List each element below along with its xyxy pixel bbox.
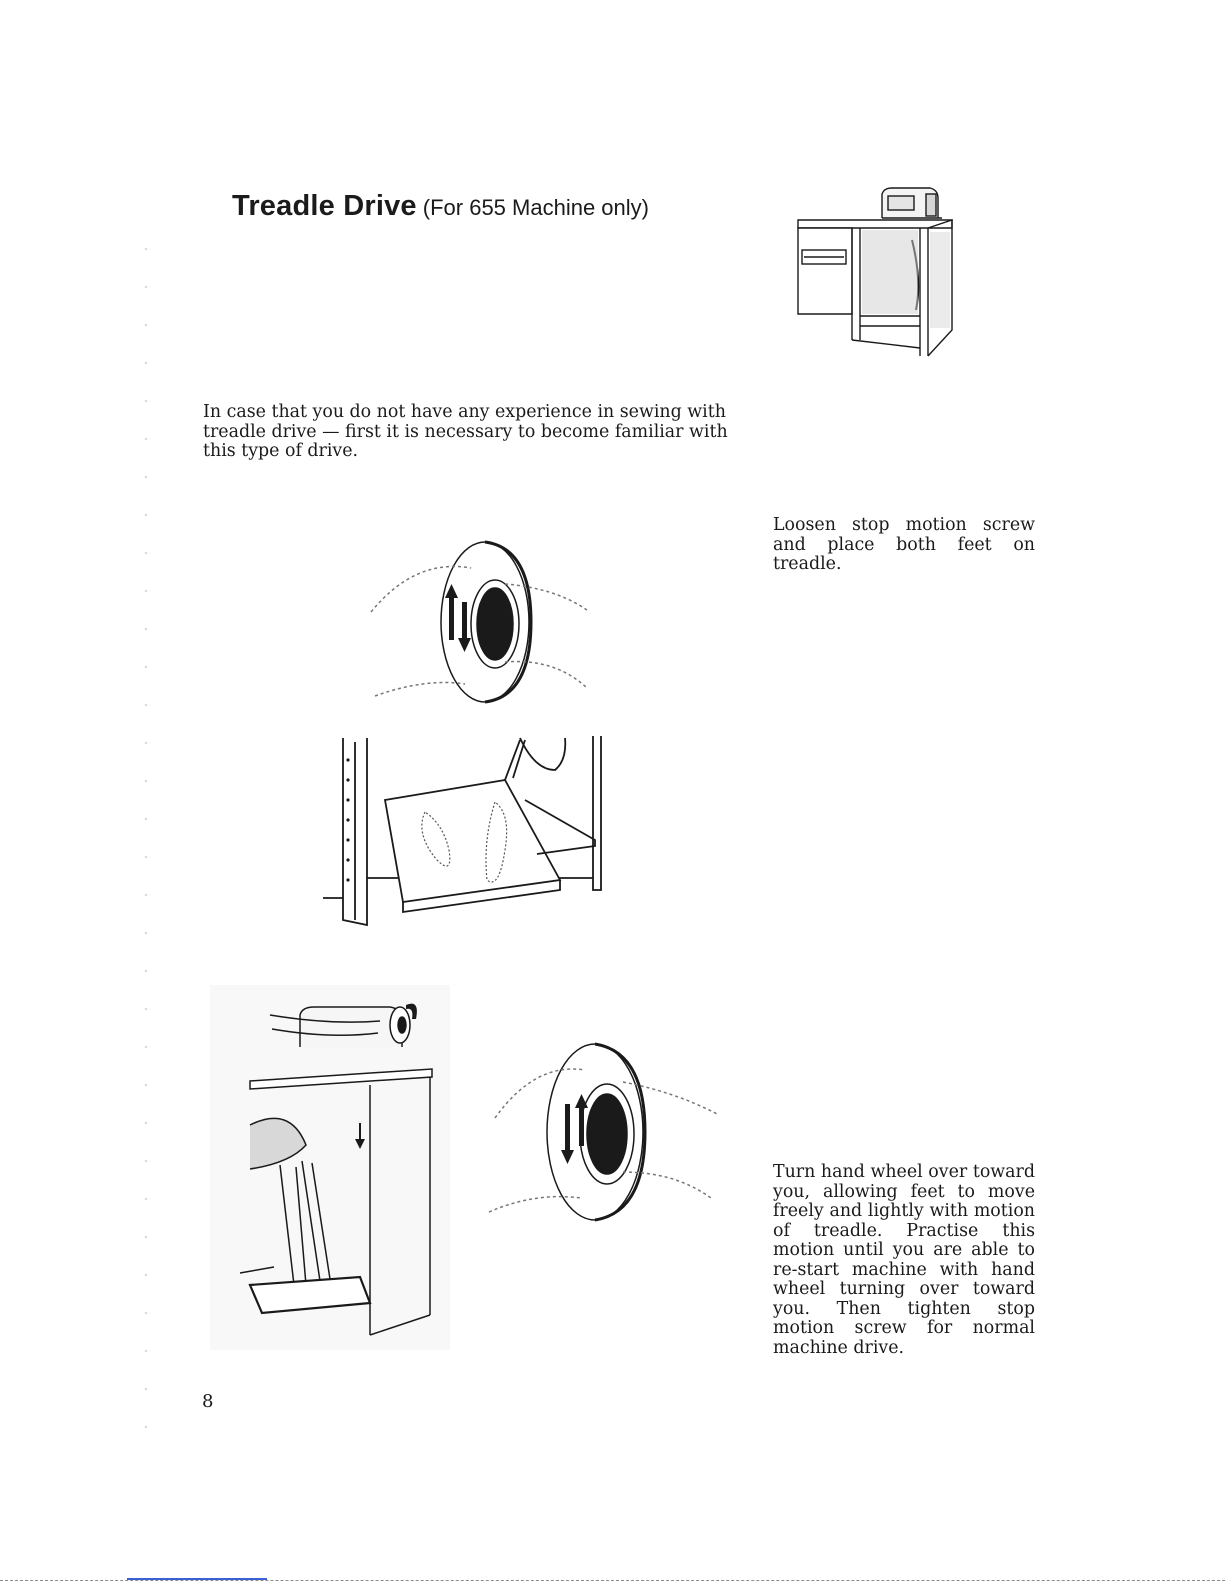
bottom-rule (0, 1580, 1225, 1581)
page-title (232, 190, 649, 223)
hand-wheel-icon (485, 1022, 730, 1222)
sewing-cabinet-icon (780, 180, 970, 360)
scan-noise (140, 230, 152, 1450)
instruction-turn-wheel: Turn hand wheel over toward you, allowing feet to move freely and lightly with motion of treadle. Practise this motion until you are able to re-start machine with hand wheel turning over toward you. Then tighten stop motion screw for normal machine drive. (773, 1162, 1035, 1358)
hand-wheel-icon (355, 538, 600, 708)
title-bold: Treadle Drive (232, 190, 417, 222)
instruction-loosen-screw: Loosen stop motion screw and place both feet on treadle. (773, 515, 1035, 574)
treadle-pedal-icon (315, 730, 615, 930)
scan-edge-mark (127, 1578, 267, 1580)
title-sub: (For 655 Machine only) (422, 195, 649, 220)
seated-operator-icon (210, 985, 450, 1350)
page-number: 8 (202, 1391, 214, 1412)
intro-paragraph: In case that you do not have any experience in sewing with treadle drive — first it is necessary to become familiar with this type of drive. (203, 402, 728, 461)
